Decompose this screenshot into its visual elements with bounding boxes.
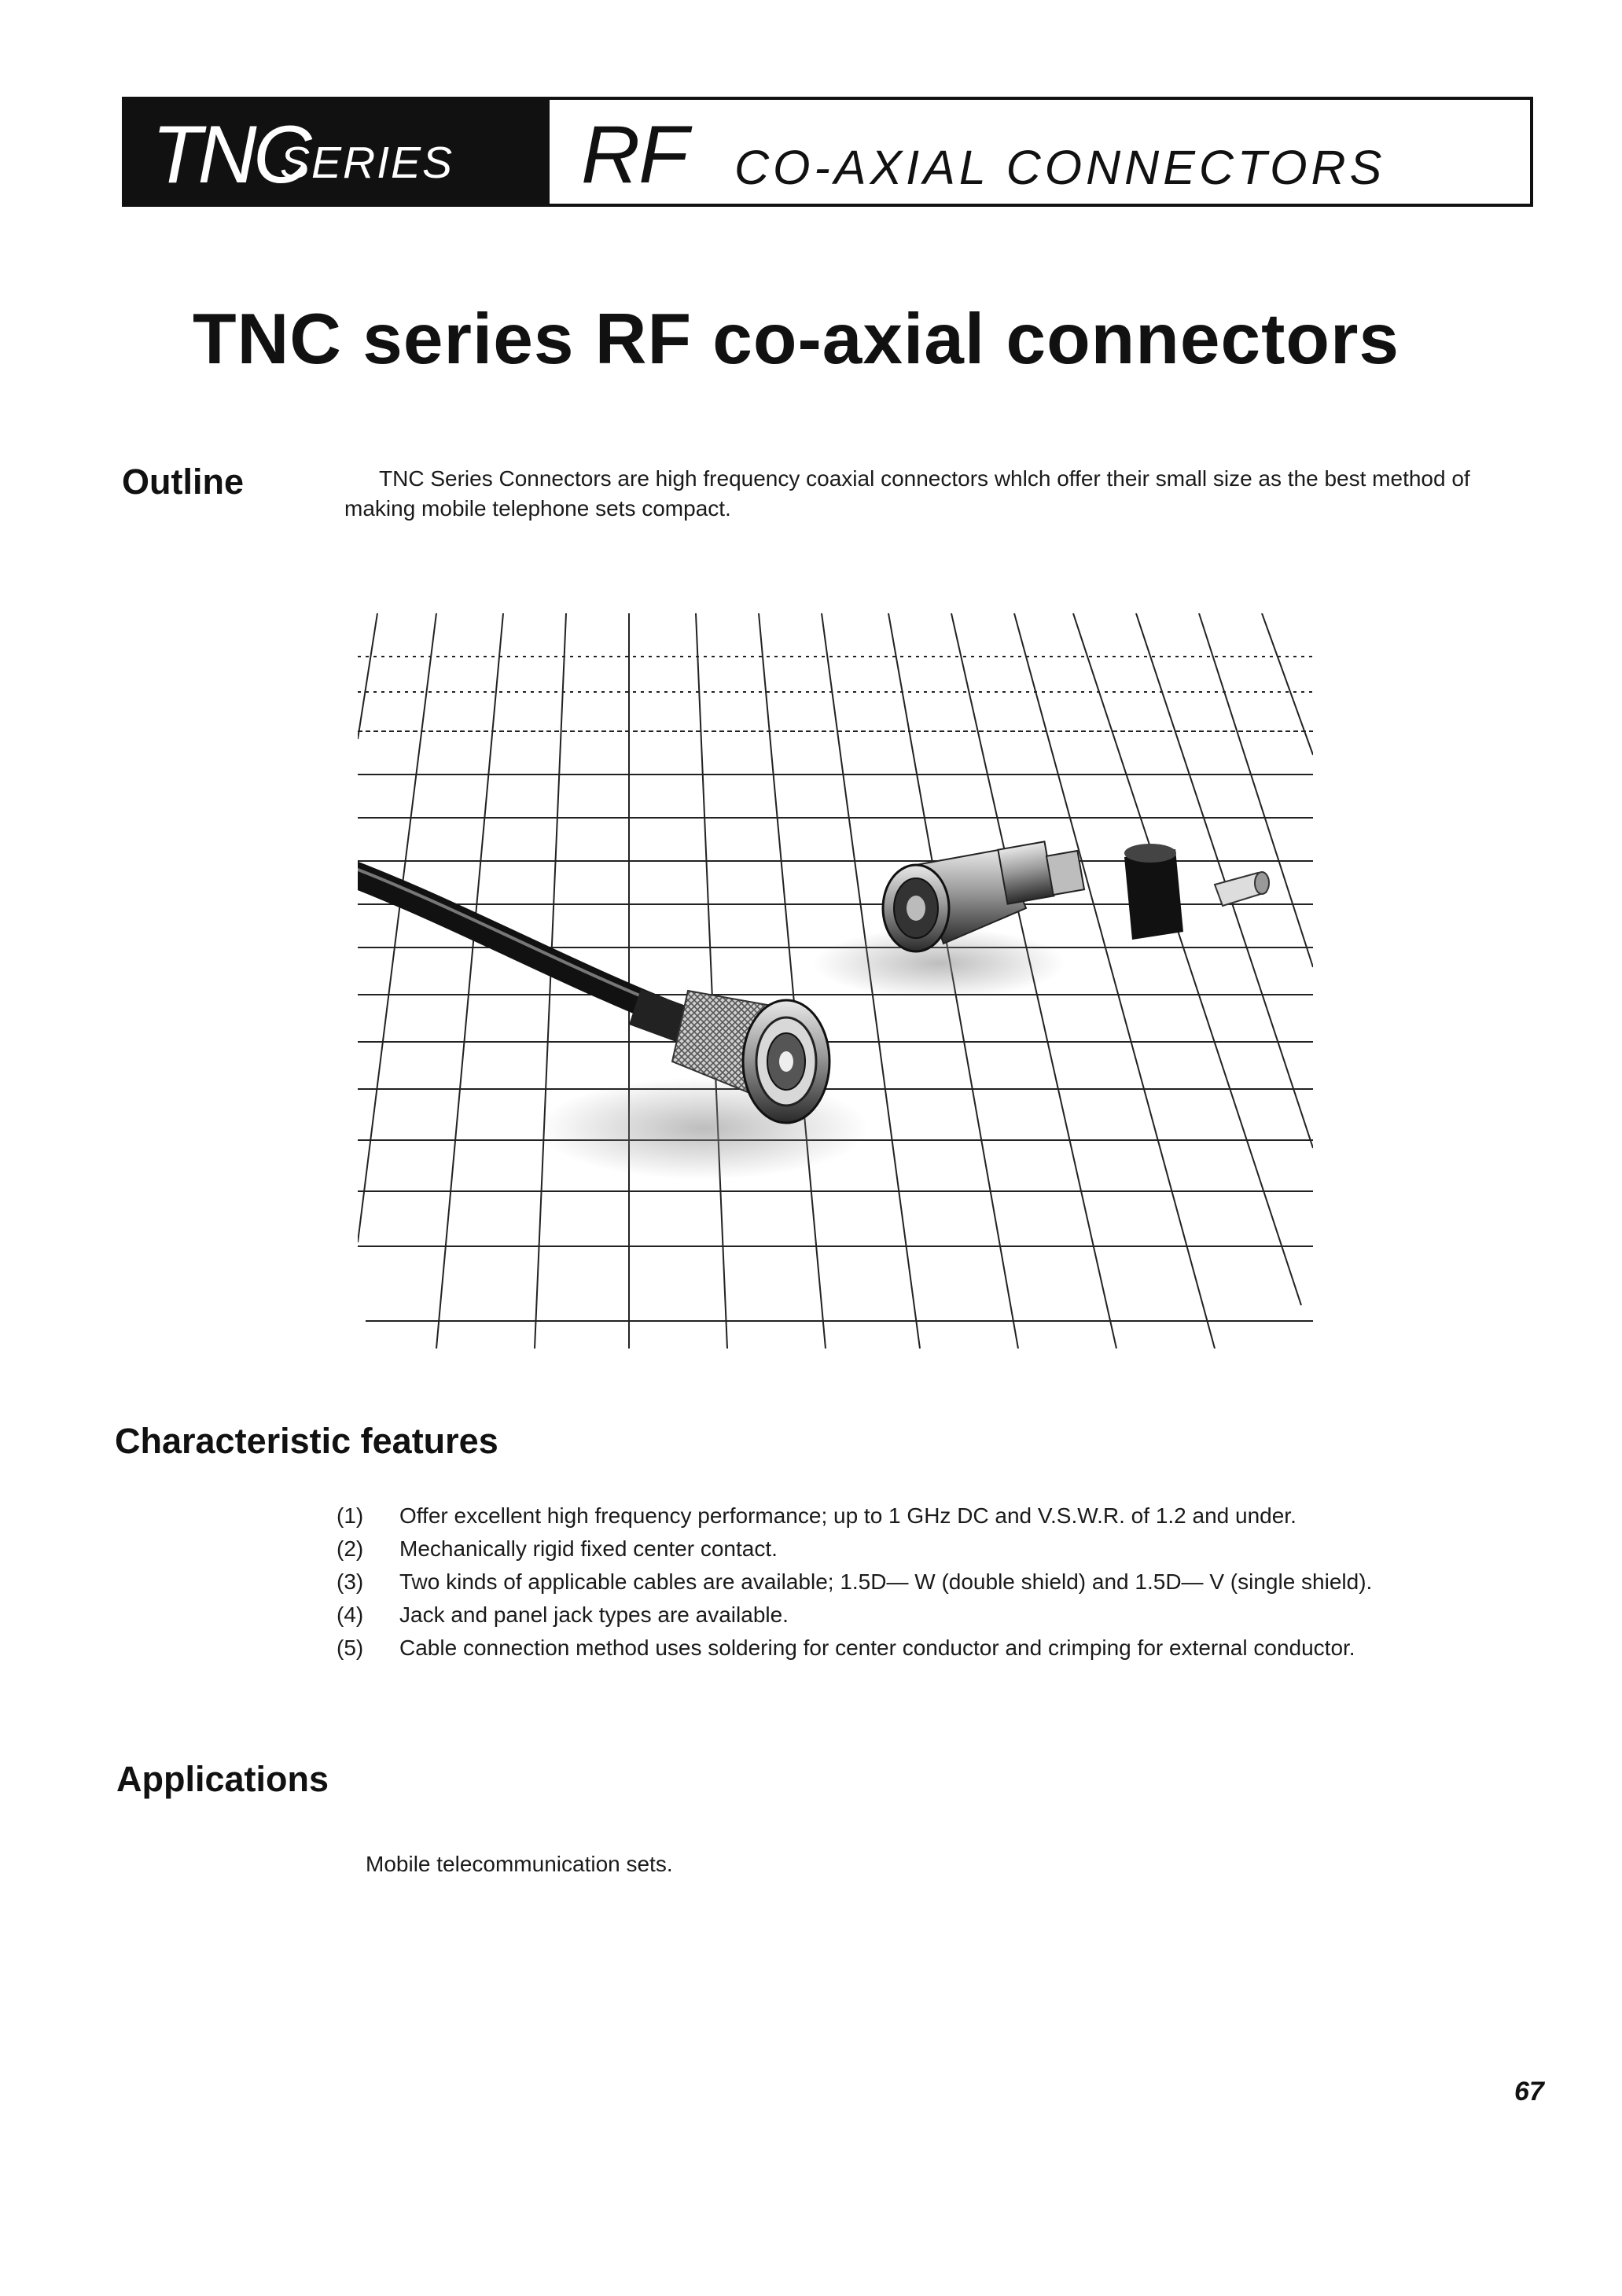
series-suffix: SERIES: [280, 138, 454, 188]
list-item: [337, 1499, 1500, 1533]
header-rf: RF: [581, 109, 687, 201]
applications-text: Mobile telecommunication sets.: [366, 1852, 673, 1876]
feature-number: (3): [337, 1569, 364, 1594]
header-band: [122, 97, 1533, 207]
feature-text: Cable connection method uses soldering for center conductor and crimping for external conductor.: [399, 1636, 1355, 1660]
page-number: 67: [1514, 2077, 1544, 2107]
features-list: [337, 1499, 1500, 1665]
list-item: [337, 1566, 1500, 1599]
series-label-block: [125, 100, 550, 204]
feature-number: (1): [337, 1503, 364, 1528]
product-photo: [358, 613, 1313, 1349]
list-item: [337, 1599, 1500, 1632]
feature-text: Two kinds of applicable cables are available; 1.5D— W (double shield) and 1.5D— V (single shield).: [399, 1569, 1373, 1594]
crimp-sleeve: [1124, 849, 1183, 940]
page-title: TNC series RF co-axial connectors: [193, 300, 1399, 379]
product-photo-image: [358, 613, 1313, 1349]
outline-text: [344, 464, 1484, 524]
series-name: TNC: [152, 109, 308, 201]
feature-number: (5): [337, 1636, 364, 1660]
header-title: CO-AXIAL CONNECTORS: [734, 141, 1386, 194]
list-item: [337, 1632, 1500, 1665]
list-item: [337, 1533, 1500, 1566]
feature-text: Offer excellent high frequency performance; up to 1 GHz DC and V.S.W.R. of 1.2 and under.: [399, 1503, 1296, 1528]
applications-heading: Applications: [116, 1759, 329, 1799]
outline-paragraph: TNC Series Connectors are high frequency coaxial connectors whlch offer their small size as the best method of making mobile telephone sets compact.: [344, 466, 1470, 521]
feature-number: (2): [337, 1536, 364, 1561]
feature-text: Jack and panel jack types are available.: [399, 1602, 789, 1627]
features-heading: Characteristic features: [115, 1421, 498, 1461]
feature-number: (4): [337, 1602, 364, 1627]
feature-text: Mechanically rigid fixed center contact.: [399, 1536, 778, 1561]
outline-heading: Outline: [122, 462, 244, 502]
